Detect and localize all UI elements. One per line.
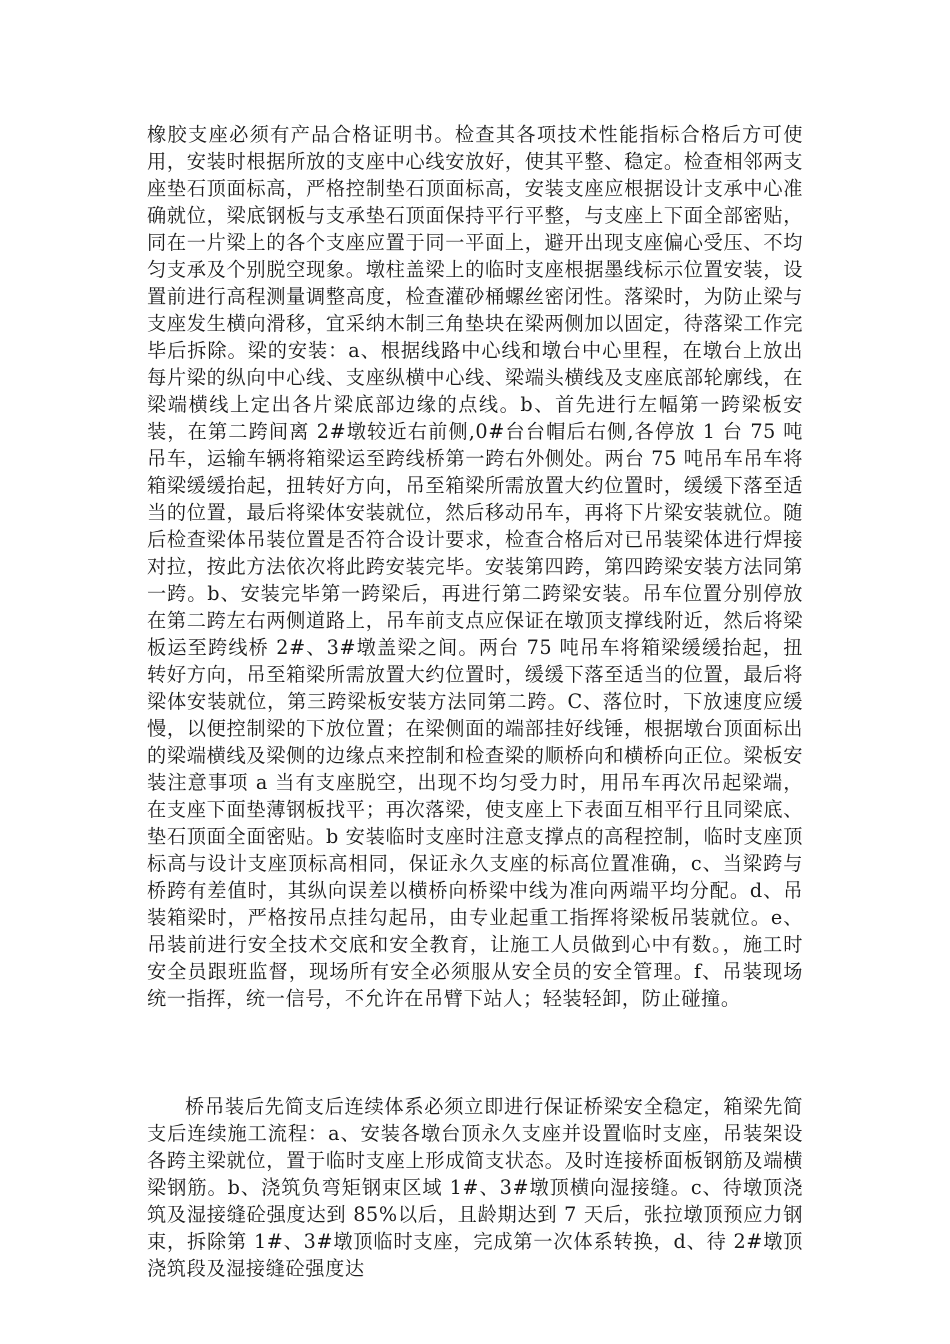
body-paragraph-2	[147, 1093, 803, 1282]
paragraph-text: 桥吊装后先简支后连续体系必须立即进行保证桥梁安全稳定，箱梁先简支后连续施工流程：a、安装各墩台顶永久支座并设置临时支座，吊装架设各跨主梁就位，置于临时支座上形成简支状态。及时连接桥面板钢筋及端横梁钢筋。b、浇筑负弯矩钢束区域 1#、3#墩顶横向湿接缝。c、待墩顶浇筑及湿接缝砼强度达到 85%以后，且龄期达到 7 天后，张拉墩顶预应力钢束，拆除第 1#、3#墩顶临时支座，完成第一次体系转换，d、待 2#墩顶浇筑段及湿接缝砼强度达	[147, 1095, 803, 1280]
body-paragraph-1	[147, 121, 803, 1012]
paragraph-text: 橡胶支座必须有产品合格证明书。检查其各项技术性能指标合格后方可使用，安装时根据所放的支座中心线安放好，使其平整、稳定。检查相邻两支座垫石顶面标高，严格控制垫石顶面标高，安装支座应根据设计支承中心准确就位，梁底钢板与支承垫石顶面保持平行平整，与支座上下面全部密贴，同在一片梁上的各个支座应置于同一平面上，避开出现支座偏心受压、不均匀支承及个别脱空现象。墩柱盖梁上的临时支座根据墨线标示位置安装，设置前进行高程测量调整高度，检查灌砂桶螺丝密闭性。落梁时，为防止梁与支座发生横向滑移，宜采纳木制三角垫块在梁两侧加以固定，待落梁工作完毕后拆除。梁的安装：a、根据线路中心线和墩台中心里程，在墩台上放出每片梁的纵向中心线、支座纵横中心线、梁端头横线及支座底部轮廓线，在梁端横线上定出各片梁底部边缘的点线。b、首先进行左幅第一跨梁板安装，在第二跨间离 2#墩较近右前侧,0#台台帽后右侧,各停放 1 台 75 吨吊车，运输车辆将箱梁运至跨线桥第一跨右外侧处。两台 75 吨吊车吊车将箱梁缓缓抬起，扭转好方向，吊至箱梁所需放置大约位置时，缓缓下落至适当的位置，最后将梁体安装就位，然后移动吊车，再将下片梁安装就位。随后检查梁体吊装位置是否符合设计要求，检查合格后对已吊装梁体进行焊接对拉，按此方法依次将此跨安装完毕。安装第四跨，第四跨梁安装方法同第一跨。b、安装完毕第一跨梁后，再进行第二跨梁安装。吊车位置分别停放在第二跨左右两侧道路上，吊车前支点应保证在墩顶支撑线附近，然后将梁板运至跨线桥 2#、3#墩盖梁之间。两台 75 吨吊车将箱梁缓缓抬起，扭转好方向，吊至箱梁所需放置大约位置时，缓缓下落至适当的位置，最后将梁体安装就位，第三跨梁板安装方法同第二跨。C、落位时，下放速度应缓慢，以便控制梁的下放位置；在梁侧面的端部挂好线锤，根据墩台顶面标出的梁端横线及梁侧的边缘点来控制和检查梁的顺桥向和横桥向正位。梁板安装注意事项 a 当有支座脱空，出现不均匀受力时，用吊车再次吊起梁端，在支座下面垫薄钢板找平；再次落梁，使支座上下表面互相平行且同梁底、垫石顶面全面密贴。b 安装临时支座时注意支撑点的高程控制，临时支座顶标高与设计支座顶标高相同，保证永久支座的标高位置准确，c、当梁跨与桥跨有差值时，其纵向误差以横桥向桥梁中线为准向两端平均分配。d、吊装箱梁时，严格按吊点挂勾起吊，由专业起重工指挥将梁板吊装就位。e、吊装前进行安全技术交底和安全教育，让施工人员做到心中有数。，施工时安全员跟班监督，现场所有安全必须服从安全员的安全管理。f、吊装现场统一指挥，统一信号，不允许在吊臂下站人；轻装轻卸，防止碰撞。	[147, 123, 803, 1010]
